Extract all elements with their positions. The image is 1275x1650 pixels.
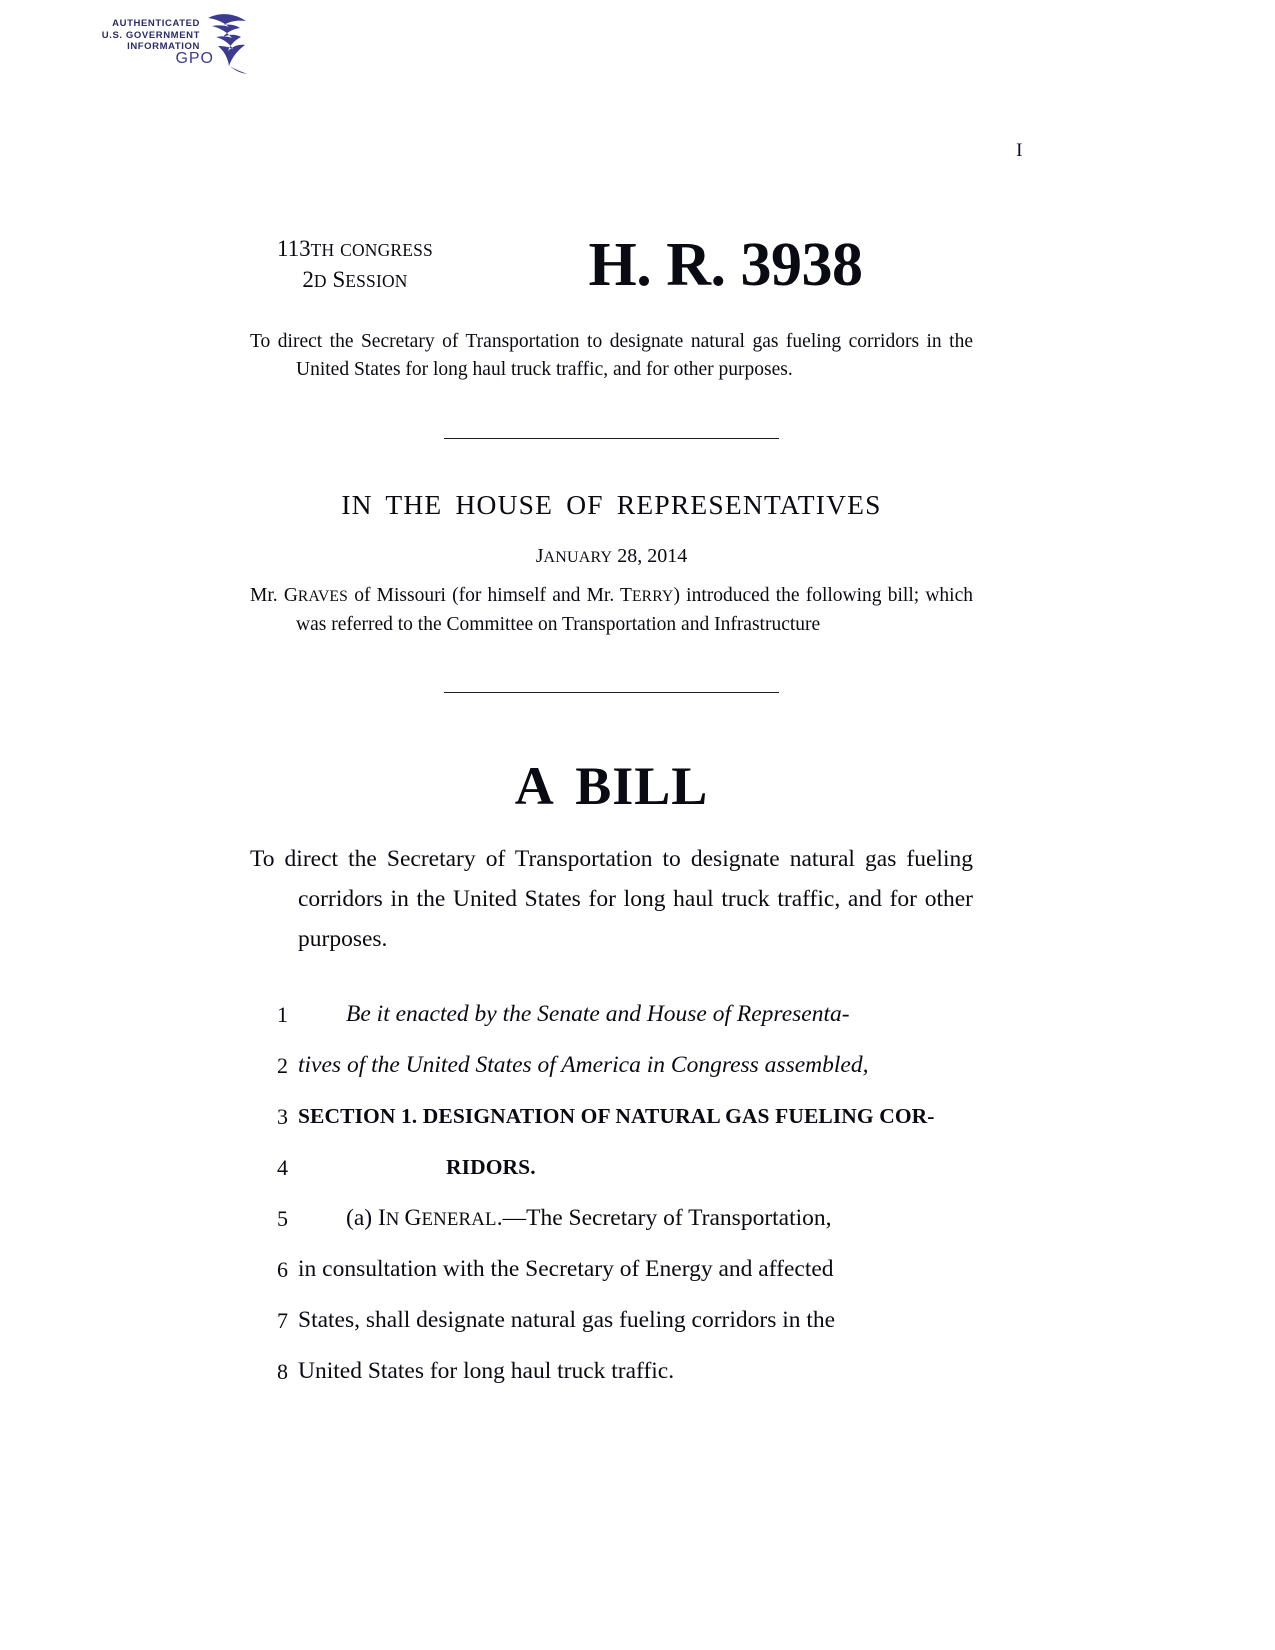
- subsection-marker: (a): [346, 1205, 378, 1231]
- congress-ordinal: TH: [310, 240, 335, 260]
- line-number: 8: [277, 1359, 288, 1384]
- heading-caps-g: G: [404, 1205, 422, 1231]
- action-date: [250, 545, 973, 568]
- line-number: 4: [277, 1155, 288, 1180]
- seal-text-block: [102, 18, 200, 53]
- sponsor-prefix: Mr.: [250, 585, 284, 606]
- gpo-authentication-seal: [72, 8, 252, 76]
- line-text: [346, 1193, 973, 1245]
- congress-session-block: [250, 234, 460, 296]
- line-text: tives of the United States of America in Congress assembled,: [298, 1052, 869, 1078]
- bill-line: [250, 1091, 973, 1142]
- congress-word: CONGRESS: [340, 240, 433, 260]
- session-line: [250, 265, 460, 296]
- line-number: 3: [277, 1104, 288, 1129]
- line-number: 6: [277, 1257, 288, 1282]
- bill-line: [250, 1295, 973, 1346]
- bill-purpose: To direct the Secretary of Transportation to designate natural gas fueling corridors in the United States for long haul truck traffic, and for other purposes.: [250, 846, 973, 952]
- line-text: RIDORS.: [446, 1155, 536, 1179]
- heading-caps-eneral: ENERAL: [421, 1209, 497, 1230]
- bill-line: [250, 1040, 973, 1091]
- seal-line-authenticated: AUTHENTICATED: [112, 18, 200, 29]
- line-number: 1: [277, 1002, 288, 1027]
- cosponsor-name-rest: ERRY: [631, 588, 674, 605]
- date-month-first: J: [535, 545, 544, 567]
- bill-line: [250, 1193, 973, 1244]
- line-number: 5: [277, 1206, 288, 1231]
- line-number: 2: [277, 1053, 288, 1078]
- heading-caps-i: I: [377, 1205, 386, 1231]
- line-text: United States for long haul truck traffic.: [298, 1358, 675, 1384]
- seal-line-government: U.S. GOVERNMENT: [101, 29, 200, 41]
- bill-line: [250, 989, 973, 1040]
- sponsor-statement: [250, 582, 973, 639]
- line-text: SECTION 1. DESIGNATION OF NATURAL GAS FUELING COR-: [298, 1104, 935, 1128]
- bill-line: [250, 1142, 973, 1193]
- sponsor-suffix: ) introduced the following bill; which was referred to the Committee on Transportation and Infrastructure: [296, 585, 973, 635]
- document-column: [250, 0, 973, 1397]
- heading-caps-n: N: [385, 1209, 405, 1230]
- congress-number: 113: [277, 236, 311, 261]
- page-mark: I: [1016, 140, 1023, 161]
- bill-title: A BILL: [514, 756, 709, 816]
- date-month-rest: ANUARY: [543, 549, 613, 566]
- bill-line: [250, 1244, 973, 1295]
- seal-gpo-label: GPO: [175, 50, 214, 67]
- session-word-first: S: [332, 267, 346, 292]
- bill-line: [250, 1346, 973, 1397]
- session-number: 2: [302, 267, 314, 292]
- bill-body: [250, 989, 973, 1397]
- line-number: 7: [277, 1308, 288, 1333]
- heading-tail: .—The Secretary of Transportation,: [496, 1205, 832, 1231]
- session-ordinal: D: [313, 271, 327, 291]
- line-text: in consultation with the Secretary of Energy and affected: [298, 1256, 834, 1282]
- bill-summary: To direct the Secretary of Transportation to designate natural gas fueling corridors in the United States for long haul truck traffic, and for other purposes.: [250, 331, 973, 380]
- sponsor-name-first: G: [283, 585, 298, 606]
- divider-rule-bottom: [444, 692, 779, 693]
- sponsor-middle: of Missouri (for himself and Mr.: [348, 585, 621, 606]
- date-day-year: 28, 2014: [612, 545, 688, 567]
- cosponsor-name-first: T: [620, 585, 632, 606]
- eagle-icon: [200, 8, 252, 76]
- chamber-heading: IN THE HOUSE OF REPRESENTATIVES: [341, 489, 882, 520]
- line-text: States, shall designate natural gas fueling corridors in the: [298, 1307, 836, 1333]
- congress-line: [250, 234, 460, 265]
- bill-number: H. R. 3938: [588, 231, 863, 299]
- session-word-rest: ESSION: [345, 271, 408, 291]
- line-text: Be it enacted by the Senate and House of Representa-: [346, 1001, 850, 1027]
- sponsor-name-rest: RAVES: [297, 588, 349, 605]
- seal-line-information: INFORMATION: [127, 41, 200, 52]
- masthead: [250, 228, 973, 306]
- divider-rule-top: [444, 438, 779, 439]
